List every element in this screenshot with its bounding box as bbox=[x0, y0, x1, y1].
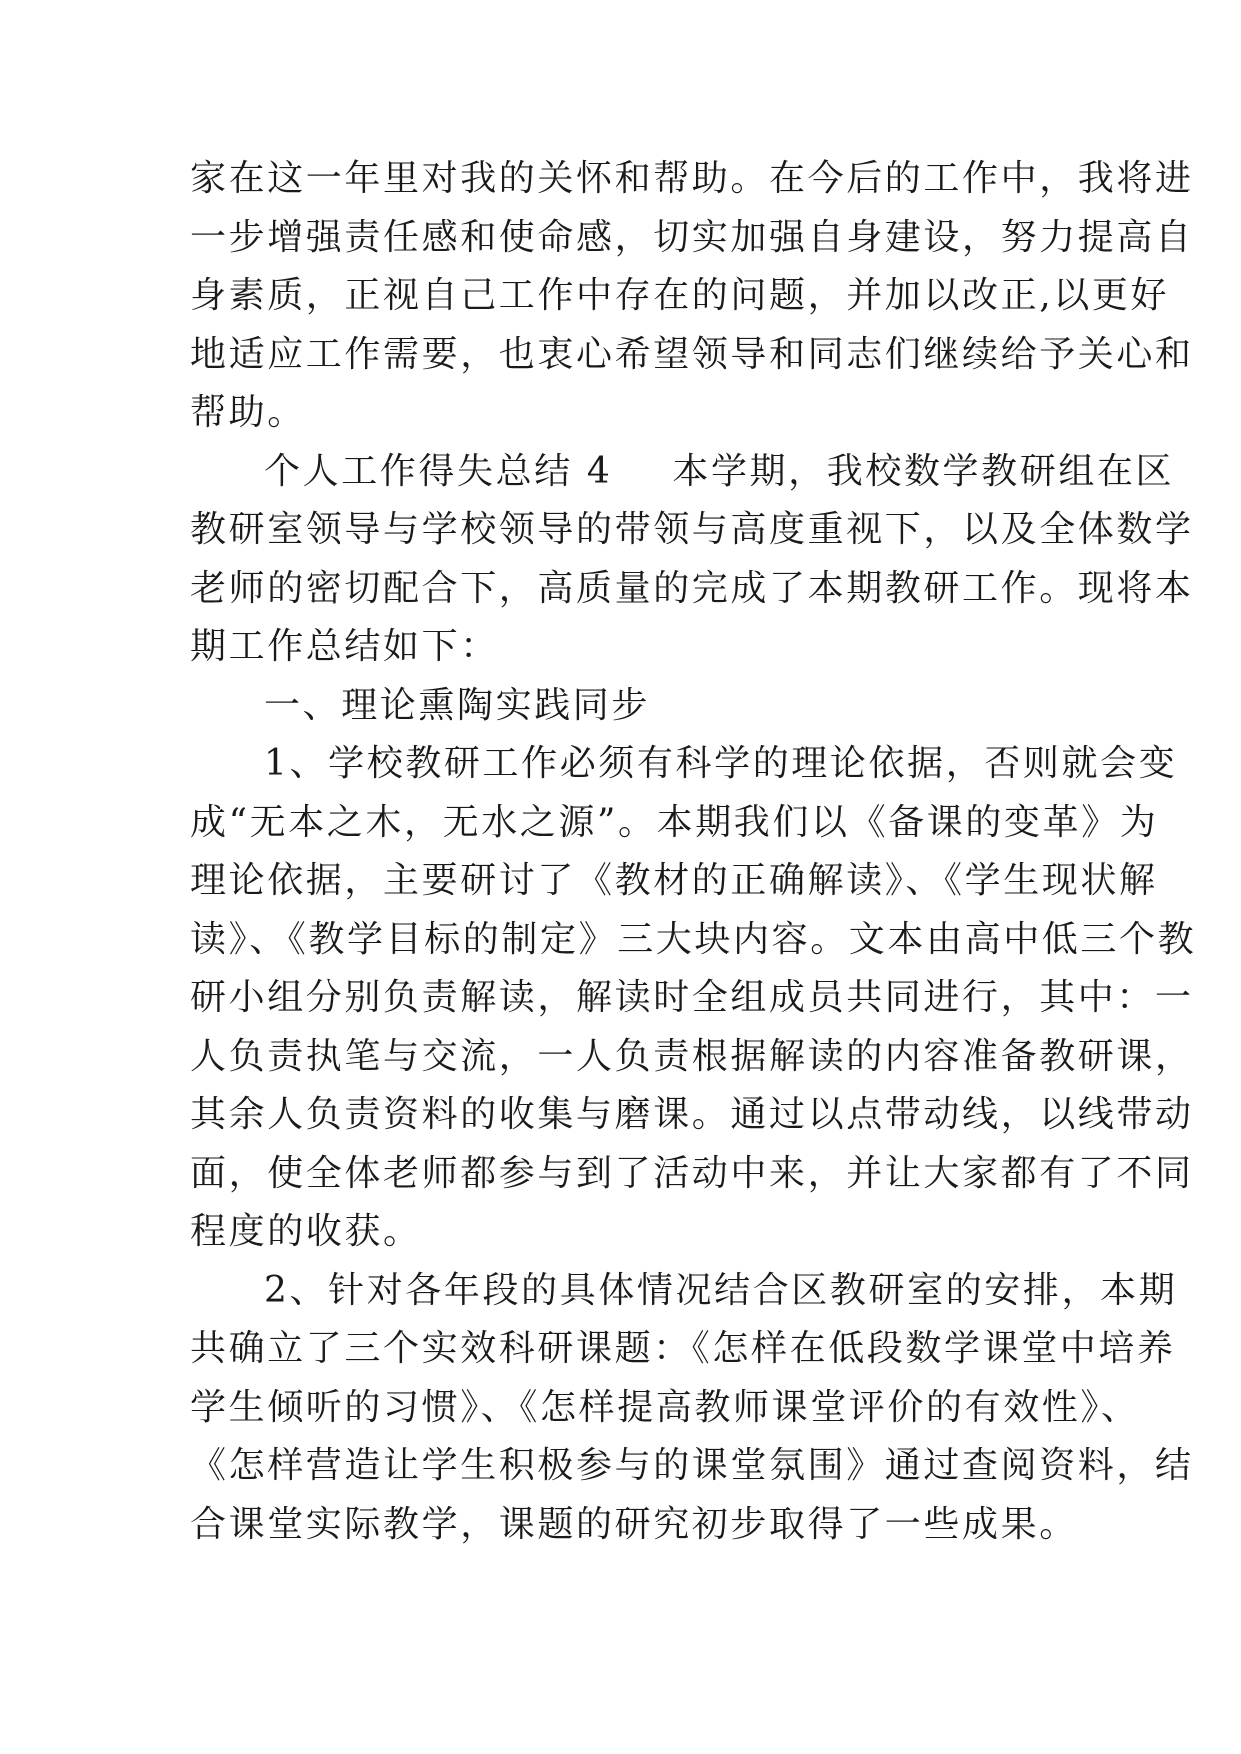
document-body bbox=[190, 150, 1197, 1554]
text-line: 读》、《教学目标的制定》三大块内容。文本由高中低三个教 bbox=[190, 918, 1197, 960]
text-line: 家在这一年里对我的关怀和帮助。在今后的工作中，我将进 bbox=[190, 158, 1194, 199]
text-line: 面，使全体老师都参与到了活动中来，并让大家都有了不同 bbox=[190, 1152, 1194, 1194]
text-line: 老师的密切配合下，高质量的完成了本期教研工作。现将本 bbox=[190, 567, 1194, 609]
text-line: 期工作总结如下： bbox=[190, 626, 499, 667]
text-line: 理论依据，主要研讨了《教材的正确解读》、《学生现状解 bbox=[190, 860, 1158, 901]
text-line: 合课堂实际教学，课题的研究初步取得了一些成果。 bbox=[190, 1503, 1078, 1545]
text-line: 教研室领导与学校领导的带领与高度重视下，以及全体数学 bbox=[190, 509, 1194, 550]
section-heading: 个人工作得失总结 4 bbox=[264, 450, 613, 492]
subsection-heading: 一、理论熏陶实践同步 bbox=[264, 684, 651, 726]
text-line: 帮助。 bbox=[190, 392, 306, 433]
text-line: 程度的收获。 bbox=[190, 1211, 422, 1252]
text-line: 身素质，正视自己工作中存在的问题，并加以改正,以更好 bbox=[190, 275, 1170, 316]
section-heading-line bbox=[190, 443, 1175, 502]
text-line: 地适应工作需要，也衷心希望领导和同志们继续给予关心和 bbox=[190, 333, 1194, 375]
text-line: 其余人负责资料的收集与磨课。通过以点带动线，以线带动 bbox=[190, 1094, 1194, 1135]
text-line: 研小组分别负责解读，解读时全组成员共同进行，其中：一 bbox=[190, 977, 1194, 1018]
text-line: 共确立了三个实效科研课题：《怎样在低段数学课堂中培养 bbox=[190, 1328, 1176, 1369]
text-line: 2、针对各年段的具体情况结合区教研室的安排，本期 bbox=[264, 1269, 1178, 1311]
text-line: 《怎样营造让学生积极参与的课堂氛围》通过查阅资料，结 bbox=[190, 1445, 1194, 1486]
text-line: 学生倾听的习惯》、《怎样提高教师课堂评价的有效性》、 bbox=[190, 1386, 1140, 1428]
text-line: 本学期，我校数学教研组在区 bbox=[672, 450, 1175, 492]
text-line: 成“无本之木，无水之源”。本期我们以《备课的变革》为 bbox=[190, 801, 1159, 843]
text-line: 人负责执笔与交流，一人负责根据解读的内容准备教研课， bbox=[190, 1035, 1194, 1077]
text-line: 1、学校教研工作必须有科学的理论依据，否则就会变 bbox=[264, 743, 1178, 784]
text-line: 一步增强责任感和使命感，切实加强自身建设，努力提高自 bbox=[190, 216, 1194, 258]
